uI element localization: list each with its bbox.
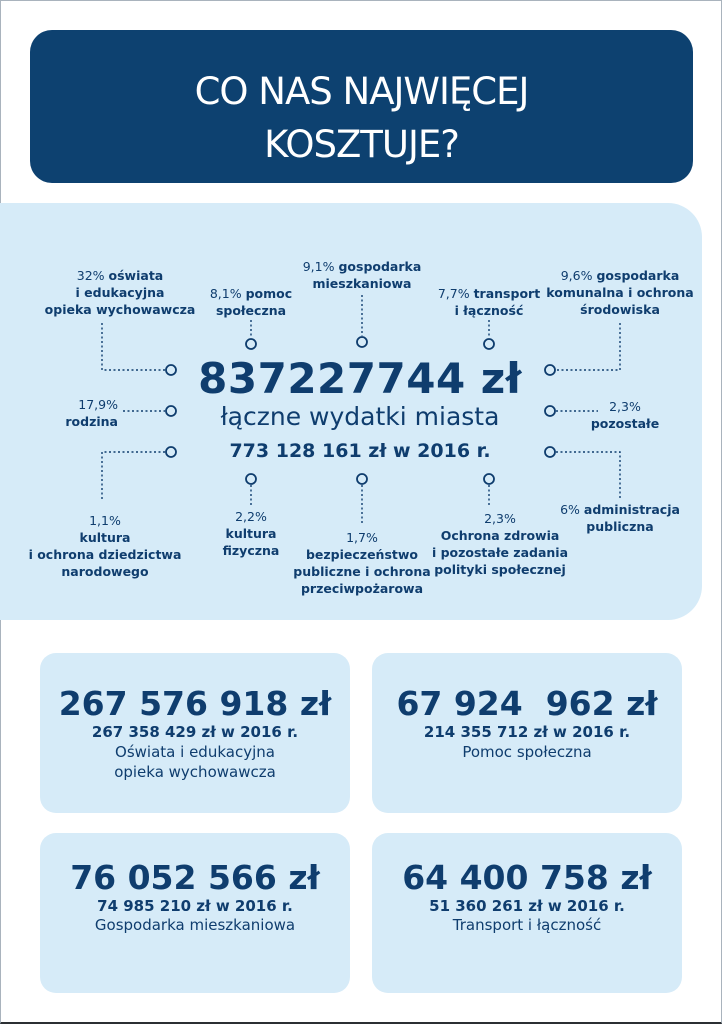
total-expenses: 837227744 zł — [198, 354, 522, 403]
label-rodzina: 17,9% rodzina — [65, 397, 118, 429]
label-komunalna: 9,6% gospodarka komunalna i ochrona środowiska — [546, 268, 694, 317]
total-previous-year: 773 128 161 zł w 2016 r. — [229, 440, 491, 462]
title-line-1: CO NAS NAJWIĘCEJ — [194, 70, 529, 113]
card-description: Pomoc społeczna — [462, 743, 592, 761]
dot-pomoc — [246, 339, 256, 349]
label-bezpieczenstwo: 1,7% bezpieczeństwo publiczne i ochrona przeciwpożarowa — [293, 530, 431, 596]
card-transport — [372, 833, 682, 993]
card-amount: 64 400 758 zł — [402, 858, 652, 897]
label-gospodarka-mieszkaniowa: 9,1% gospodarka mieszkaniowa — [302, 259, 422, 291]
dot-kultura-fiz — [246, 474, 256, 484]
dot-oswiata — [166, 365, 176, 375]
title-line-2: KOSZTUJE? — [264, 123, 459, 166]
card-oswiata — [40, 653, 350, 813]
label-ochrona-zdrowia: 2,3% Ochrona zdrowia i pozostałe zadania polityki społecznej — [431, 511, 569, 577]
total-label: łączne wydatki miasta — [220, 402, 500, 431]
dot-kultura — [166, 447, 176, 457]
dot-transport — [484, 339, 494, 349]
card-previous: 74 985 210 zł w 2016 r. — [97, 897, 293, 915]
card-amount: 67 924 962 zł — [396, 684, 658, 723]
label-pomoc: 8,1% pomoc społeczna — [209, 286, 293, 318]
card-description: Oświata i edukacyjna opieka wychowawcza — [114, 743, 276, 781]
card-previous: 267 358 429 zł w 2016 r. — [91, 723, 299, 741]
card-previous: 51 360 261 zł w 2016 r. — [429, 897, 625, 915]
label-transport: 7,7% transport i łączność — [437, 286, 541, 318]
dot-gospodarka — [357, 337, 367, 347]
dot-bezpieczenstwo — [357, 474, 367, 484]
card-amount: 76 052 566 zł — [70, 858, 320, 897]
card-description: Transport i łączność — [452, 916, 602, 934]
label-administracja: 6% administracja publiczna — [560, 502, 680, 534]
label-kultura: 1,1% kultura i ochrona dziedzictwa narodowego — [28, 513, 182, 579]
label-kultura-fizyczna: 2,2% kultura fizyczna — [222, 509, 280, 558]
label-pozostale: 2,3% pozostałe — [590, 399, 660, 431]
dot-rodzina — [166, 406, 176, 416]
card-previous: 214 355 712 zł w 2016 r. — [423, 723, 631, 741]
card-description: Gospodarka mieszkaniowa — [94, 916, 296, 934]
card-amount: 267 576 918 zł — [58, 684, 332, 723]
card-pomoc-spoleczna — [372, 653, 682, 813]
card-gospodarka-mieszkaniowa — [40, 833, 350, 993]
dot-zdrowie — [484, 474, 494, 484]
dot-pozostale — [545, 406, 555, 416]
dot-komunalna — [545, 365, 555, 375]
label-oswiata: 32% oświata i edukacyjna opieka wychowawcza — [44, 268, 196, 317]
dot-administracja — [545, 447, 555, 457]
